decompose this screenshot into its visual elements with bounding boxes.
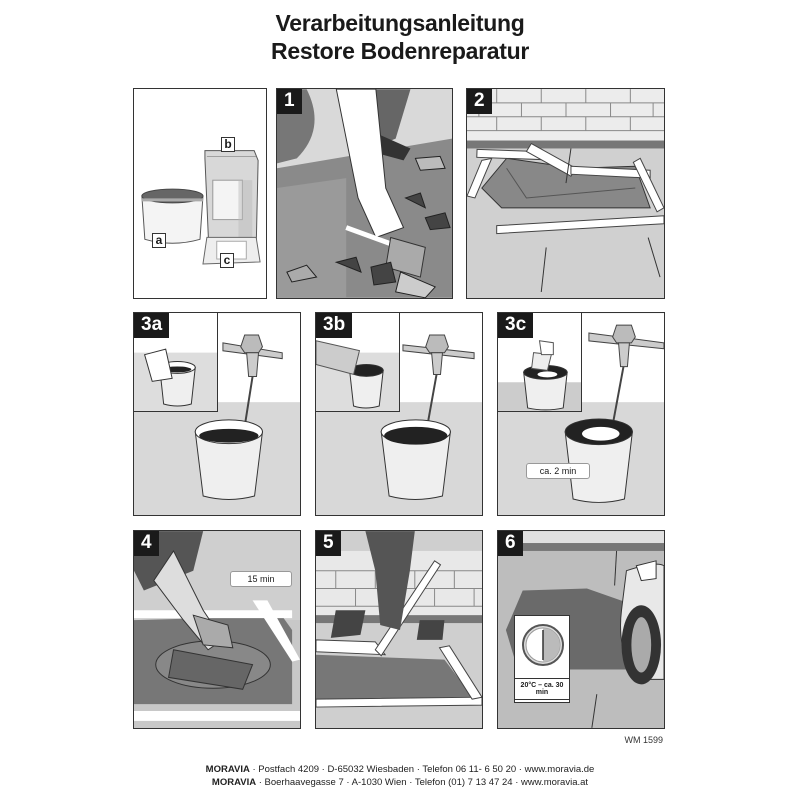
label-a: a — [152, 233, 166, 248]
car-icon — [621, 561, 664, 685]
panel-step-6 — [497, 530, 665, 729]
step-badge-6: 6 — [498, 531, 523, 556]
mixing-bucket-icon — [195, 420, 262, 500]
step-badge-3c: 3c — [498, 313, 533, 338]
document-title-line-2: Restore Bodenreparatur — [271, 38, 529, 64]
document-code: WM 1599 — [624, 735, 663, 745]
document-title-line-1: Verarbeitungsanleitung — [275, 10, 525, 36]
label-b: b — [221, 137, 235, 152]
powder-bag-icon — [205, 151, 258, 250]
footer-contact-at: · Boerhaavegasse 7 · A-1030 Wien · Telefon (01) 7 13 47 24 · www.moravia.at — [256, 777, 589, 788]
label-c: c — [220, 253, 234, 268]
panel-step-3a — [133, 312, 301, 516]
trowel-application-illustration — [134, 531, 300, 728]
panel-step-4 — [133, 530, 301, 729]
sweeping-illustration — [277, 89, 452, 298]
duration-label-2min: ca. 2 min — [526, 463, 590, 479]
panel-materials — [133, 88, 267, 299]
footer-brand-de: MORAVIA — [205, 764, 250, 775]
step-badge-2: 2 — [467, 89, 492, 114]
curing-time-card — [514, 615, 570, 703]
tape-removal-illustration — [316, 531, 482, 728]
footer-brand-at: MORAVIA — [211, 777, 257, 788]
step-badge-1: 1 — [277, 89, 302, 114]
curing-time-label: 20°C – ca. 30 min — [515, 678, 569, 700]
mixing-bucket-icon — [565, 419, 632, 502]
step-badge-5: 5 — [316, 531, 341, 556]
step-badge-3b: 3b — [316, 313, 352, 338]
panel-step-5 — [315, 530, 483, 729]
footer-address-austria — [0, 777, 800, 788]
duration-label-15min: 15 min — [230, 571, 292, 587]
panel-step-1 — [276, 88, 453, 299]
step-badge-4: 4 — [134, 531, 159, 556]
footer-contact-de: · Postfach 4209 · D-65032 Wiesbaden · Telefon 06 11- 6 50 20 · www.moravia.de — [249, 764, 595, 775]
footer-address-germany — [0, 764, 800, 775]
mixing-bucket-icon — [381, 420, 450, 500]
step-badge-3a: 3a — [134, 313, 169, 338]
panel-step-3b — [315, 312, 483, 516]
taped-damage-illustration — [467, 89, 664, 298]
panel-step-3c — [497, 312, 665, 516]
panel-step-2 — [466, 88, 665, 299]
clock-icon — [515, 620, 571, 670]
materials-illustration — [134, 89, 266, 298]
